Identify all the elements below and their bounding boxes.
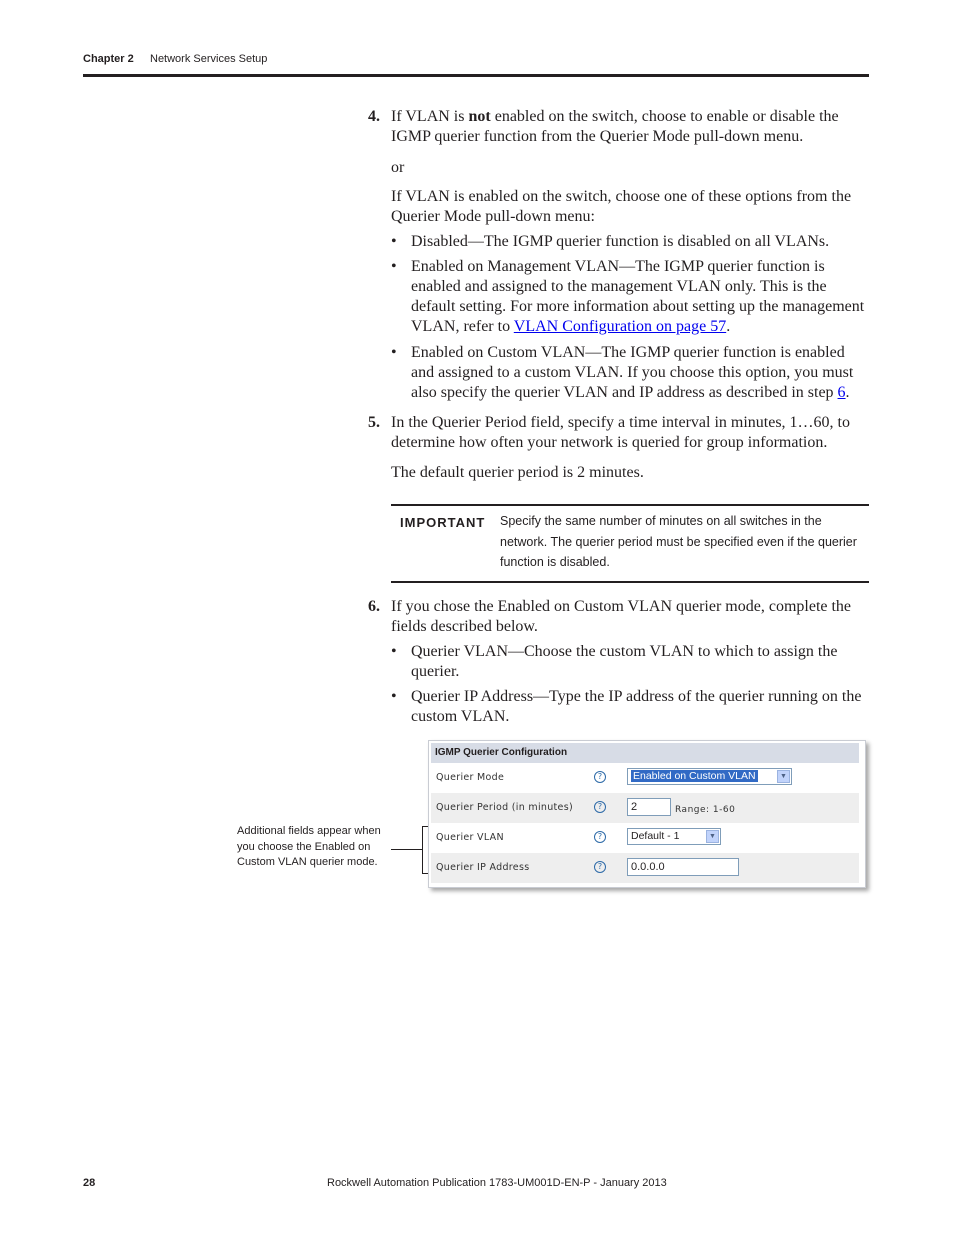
querier-ip-input[interactable]: 0.0.0.0 <box>627 858 739 876</box>
help-icon[interactable]: ? <box>594 771 606 783</box>
important-text: Specify the same number of minutes on all switches in the network. The querier period must be specified even if the querier function is disabled. <box>500 514 857 569</box>
querier-ip-label: Querier IP Address <box>436 862 530 873</box>
list-item: • Querier VLAN—Choose the custom VLAN to which to assign the querier. <box>391 642 869 682</box>
important-label: IMPORTANT <box>400 515 486 530</box>
chevron-down-icon[interactable]: ▼ <box>706 830 719 843</box>
panel-title: IGMP Querier Configuration <box>431 743 859 763</box>
list-item: • Disabled—The IGMP querier function is disabled on all VLANs. <box>391 232 869 252</box>
step-4 <box>368 107 868 147</box>
callout-text: Additional fields appear when you choose the Enabled on Custom VLAN querier mode. <box>237 825 381 868</box>
step-text-post: enabled on the switch, choose to enable or disable the IGMP querier function from the Querier Mode pull-down menu. <box>391 108 839 145</box>
list-item: • Enabled on Custom VLAN—The IGMP querier function is enabled and assigned to a custom VLAN. If you choose this option, you must also specify the querier VLAN and IP address as described in step 6. <box>391 343 869 403</box>
step-number: 6. <box>368 598 380 615</box>
list-item-text <box>411 257 869 337</box>
igmp-querier-config-panel <box>428 740 866 888</box>
querier-vlan-label: Querier VLAN <box>436 832 504 843</box>
querier-period-range: Range: 1-60 <box>675 805 736 815</box>
vlan-config-link[interactable]: VLAN Configuration on page 57 <box>513 318 727 335</box>
list-item-text <box>411 343 869 403</box>
step-text: In the Querier Period field, specify a time interval in minutes, 1…60, to determine how often your network is queried for group information. <box>391 414 850 451</box>
list-item-text-after: . <box>726 318 731 335</box>
header-rule <box>83 74 869 77</box>
important-note <box>391 504 869 583</box>
step-number: 4. <box>368 108 380 125</box>
querier-mode-row <box>431 763 859 793</box>
querier-period-row <box>431 793 859 823</box>
default-period-note: The default querier period is 2 minutes. <box>391 464 644 481</box>
querier-ip-row <box>431 853 859 883</box>
list-item-text-after: . <box>845 384 850 401</box>
chapter-label: Chapter 2 <box>83 53 134 65</box>
list-item-text: Disabled—The IGMP querier function is disabled on all VLANs. <box>411 233 830 250</box>
step-text <box>391 107 868 147</box>
querier-vlan-row <box>431 823 859 853</box>
callout-leader-line <box>391 849 422 850</box>
querier-period-label: Querier Period (in minutes) <box>436 802 573 813</box>
chevron-down-icon[interactable]: ▼ <box>777 770 790 783</box>
querier-period-input[interactable]: 2 <box>627 798 671 816</box>
page-number: 28 <box>83 1177 96 1189</box>
step-6 <box>368 597 868 637</box>
querier-mode-value: Enabled on Custom VLAN <box>633 770 756 782</box>
list-item-text-body: Enabled on Custom VLAN—The IGMP querier function is enabled and assigned to a custom VLAN. If you choose this option, you must also specify the querier VLAN and IP address as described in step <box>411 344 854 401</box>
help-icon[interactable]: ? <box>594 801 606 813</box>
help-icon[interactable]: ? <box>594 861 606 873</box>
step-6-link[interactable]: 6 <box>837 384 846 401</box>
querier-mode-label: Querier Mode <box>436 772 505 783</box>
section-title: Network Services Setup <box>150 53 268 65</box>
running-header <box>83 53 268 65</box>
querier-vlan-value: Default - 1 <box>631 830 680 842</box>
step-text: If you chose the Enabled on Custom VLAN querier mode, complete the fields described below. <box>391 598 852 635</box>
publication-id: Rockwell Automation Publication 1783-UM001D-EN-P - January 2013 <box>327 1177 667 1189</box>
list-item: • Enabled on Management VLAN—The IGMP querier function is enabled and assigned to the management VLAN only. This is the default setting. For more information about setting up the management VLAN, refer to VLAN Configuration on page 57. <box>391 257 869 337</box>
step-text-bold: not <box>468 108 491 125</box>
list-item-text: Querier VLAN—Choose the custom VLAN to which to assign the querier. <box>411 643 838 680</box>
list-item-text-body: Enabled on Management VLAN—The IGMP querier function is enabled and assigned to the management VLAN only. This is the default setting. For more information about setting up the management VLAN, refer to <box>411 258 865 335</box>
vlan-enabled-intro: If VLAN is enabled on the switch, choose one of these options from the Querier Mode pull-down menu: <box>391 188 852 225</box>
step-text-pre: If VLAN is <box>391 108 469 125</box>
step-5 <box>368 413 868 453</box>
step-number: 5. <box>368 414 380 431</box>
help-icon[interactable]: ? <box>594 831 606 843</box>
querier-vlan-select[interactable] <box>627 828 721 845</box>
list-item-text: Querier IP Address—Type the IP address of the querier running on the custom VLAN. <box>411 688 862 725</box>
querier-mode-select[interactable] <box>627 768 792 785</box>
or-text: or <box>391 159 405 176</box>
list-item: • Querier IP Address—Type the IP address of the querier running on the custom VLAN. <box>391 687 869 727</box>
